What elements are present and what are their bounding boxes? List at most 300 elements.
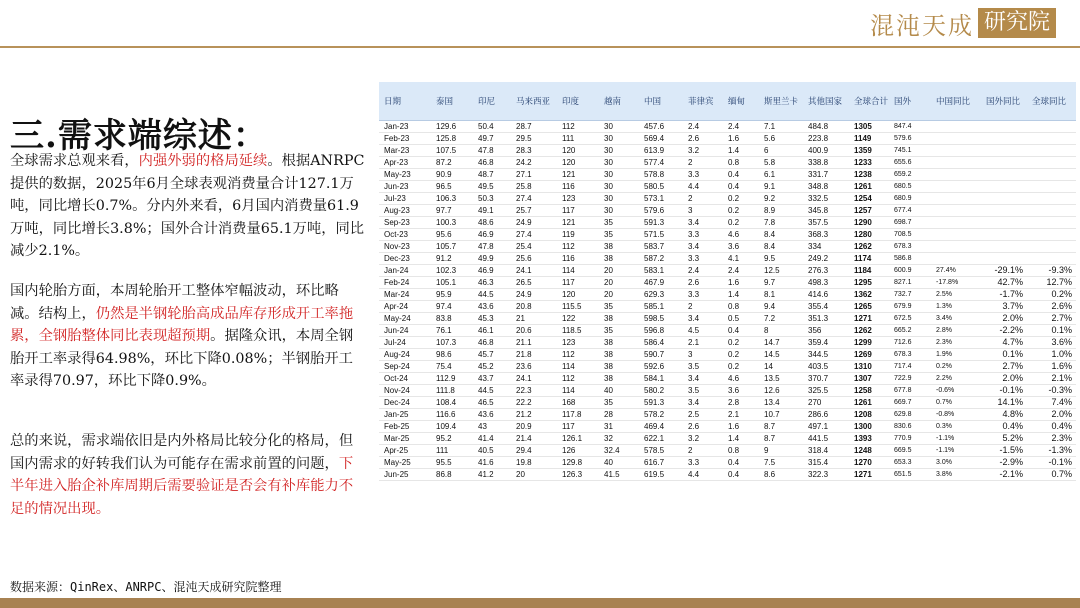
table-cell: Jan-25: [379, 408, 431, 420]
table-cell: 351.3: [803, 312, 849, 324]
table-cell: [931, 240, 981, 252]
table-cell: 49.1: [473, 204, 511, 216]
table-cell: 49.7: [473, 132, 511, 144]
table-cell: 286.6: [803, 408, 849, 420]
table-cell: 577.4: [639, 156, 683, 168]
table-cell: 24.1: [511, 264, 557, 276]
table-cell: 3.3: [683, 228, 723, 240]
table-cell: 9: [759, 444, 803, 456]
table-cell: 111: [557, 132, 599, 144]
table-cell: 8.7: [759, 420, 803, 432]
table-cell: -1.1%: [931, 432, 981, 444]
footer-bar: [0, 598, 1080, 608]
table-row: [379, 180, 1076, 192]
table-cell: 120: [557, 288, 599, 300]
table-cell: 355.4: [803, 300, 849, 312]
table-cell: 45.3: [473, 312, 511, 324]
table-cell: 332.5: [803, 192, 849, 204]
table-cell: [981, 228, 1027, 240]
table-cell: 24.2: [511, 156, 557, 168]
table-cell: 41.6: [473, 456, 511, 468]
table-cell: 35: [599, 228, 639, 240]
table-cell: 2.3%: [1027, 432, 1076, 444]
table-row: [379, 216, 1076, 228]
table-cell: 87.2: [431, 156, 473, 168]
table-cell: Sep-24: [379, 360, 431, 372]
table-row: [379, 288, 1076, 300]
table-cell: 3.3: [683, 168, 723, 180]
table-cell: 569.4: [639, 132, 683, 144]
table-row: [379, 252, 1076, 264]
table-cell: 22.2: [511, 396, 557, 408]
table-cell: Apr-23: [379, 156, 431, 168]
table-cell: 38: [599, 252, 639, 264]
table-header-row: [379, 82, 1076, 120]
table-cell: 41.2: [473, 468, 511, 480]
table-cell: 484.8: [803, 120, 849, 132]
table-cell: 20.8: [511, 300, 557, 312]
table-cell: 0.4: [723, 468, 759, 480]
table-cell: 4.4: [683, 468, 723, 480]
table-cell: 400.9: [803, 144, 849, 156]
table-row: [379, 348, 1076, 360]
table-cell: 123: [557, 192, 599, 204]
table-cell: 95.6: [431, 228, 473, 240]
table-cell: 2.3%: [931, 336, 981, 348]
table-cell: 1208: [849, 408, 889, 420]
table-cell: 344.5: [803, 348, 849, 360]
table-cell: Aug-23: [379, 204, 431, 216]
table-cell: 3.5: [683, 360, 723, 372]
table-cell: 1257: [849, 204, 889, 216]
table-cell: 3.3: [683, 252, 723, 264]
table-cell: 3.4%: [931, 312, 981, 324]
table-cell: 1.6%: [1027, 360, 1076, 372]
table-cell: [1027, 216, 1076, 228]
column-header: 中国: [639, 82, 683, 120]
table-cell: 629.8: [889, 408, 931, 420]
table-cell: Mar-24: [379, 288, 431, 300]
column-header: 中国同比: [931, 82, 981, 120]
table-cell: 114: [557, 360, 599, 372]
table-cell: 111.8: [431, 384, 473, 396]
table-cell: 21: [511, 312, 557, 324]
table-cell: 571.5: [639, 228, 683, 240]
table-cell: Aug-24: [379, 348, 431, 360]
table-cell: 0.8: [723, 300, 759, 312]
table-cell: 3.4: [683, 216, 723, 228]
table-cell: 1393: [849, 432, 889, 444]
table-cell: [931, 120, 981, 132]
table-cell: 2.6: [683, 420, 723, 432]
table-cell: 21.4: [511, 432, 557, 444]
table-cell: 41.5: [599, 468, 639, 480]
table-cell: 122: [557, 312, 599, 324]
table-cell: 3.2: [683, 144, 723, 156]
table-cell: 45.7: [473, 348, 511, 360]
table-cell: [981, 156, 1027, 168]
table-cell: 596.8: [639, 324, 683, 336]
table-cell: 680.5: [889, 180, 931, 192]
table-cell: 8.9: [759, 204, 803, 216]
table-cell: Jul-24: [379, 336, 431, 348]
table-cell: 698.7: [889, 216, 931, 228]
table-row: [379, 408, 1076, 420]
table-cell: 677.4: [889, 204, 931, 216]
table-cell: 579.6: [639, 204, 683, 216]
table-cell: 30: [599, 144, 639, 156]
table-row: [379, 324, 1076, 336]
table-row: [379, 168, 1076, 180]
table-cell: 3.6: [723, 240, 759, 252]
table-cell: 20: [599, 288, 639, 300]
table-row: [379, 384, 1076, 396]
column-header: 全球同比: [1027, 82, 1076, 120]
table-cell: 117: [557, 420, 599, 432]
table-row: [379, 204, 1076, 216]
consumption-table: [379, 82, 1076, 481]
column-header: 越南: [599, 82, 639, 120]
table-cell: 21.1: [511, 336, 557, 348]
table-row: [379, 192, 1076, 204]
table-cell: 827.1: [889, 276, 931, 288]
table-cell: 717.4: [889, 360, 931, 372]
table-cell: 95.5: [431, 456, 473, 468]
table-cell: 2.4: [723, 120, 759, 132]
table-cell: 49.9: [473, 252, 511, 264]
table-cell: 579.6: [889, 132, 931, 144]
table-cell: 356: [803, 324, 849, 336]
table-cell: Feb-23: [379, 132, 431, 144]
table-cell: 2: [683, 300, 723, 312]
table-cell: Apr-24: [379, 300, 431, 312]
table-cell: [981, 240, 1027, 252]
table-cell: 2.0%: [981, 372, 1027, 384]
table-cell: 121: [557, 168, 599, 180]
table-cell: 2: [683, 444, 723, 456]
table-cell: Oct-24: [379, 372, 431, 384]
table-cell: Mar-25: [379, 432, 431, 444]
table-row: [379, 144, 1076, 156]
table-cell: [981, 192, 1027, 204]
table-cell: 223.8: [803, 132, 849, 144]
table-cell: Feb-24: [379, 276, 431, 288]
table-cell: -1.7%: [981, 288, 1027, 300]
table-cell: 1362: [849, 288, 889, 300]
table-cell: 0.4%: [1027, 420, 1076, 432]
table-cell: 30: [599, 168, 639, 180]
table-cell: 1233: [849, 156, 889, 168]
table-cell: Dec-23: [379, 252, 431, 264]
table-cell: 2.5: [683, 408, 723, 420]
table-cell: 47.8: [473, 240, 511, 252]
table-row: [379, 132, 1076, 144]
header-divider: [0, 46, 1080, 48]
table-cell: 116.6: [431, 408, 473, 420]
table-cell: 7.2: [759, 312, 803, 324]
table-cell: Jul-23: [379, 192, 431, 204]
table-cell: Sep-23: [379, 216, 431, 228]
logo-box: 研究院: [978, 8, 1056, 38]
table-cell: 97.4: [431, 300, 473, 312]
table-cell: 2.4: [683, 264, 723, 276]
table-cell: [1027, 168, 1076, 180]
table-cell: 653.3: [889, 456, 931, 468]
table-cell: 0.5: [723, 312, 759, 324]
table-cell: 732.7: [889, 288, 931, 300]
column-header: 缅甸: [723, 82, 759, 120]
table-cell: 0.8: [723, 156, 759, 168]
table-cell: -0.6%: [931, 384, 981, 396]
table-cell: 8.1: [759, 288, 803, 300]
table-cell: 0.7%: [1027, 468, 1076, 480]
table-cell: [1027, 204, 1076, 216]
table-cell: 1261: [849, 180, 889, 192]
table-cell: 27.4: [511, 228, 557, 240]
table-cell: 680.9: [889, 192, 931, 204]
table-cell: 659.2: [889, 168, 931, 180]
table-cell: 708.5: [889, 228, 931, 240]
table-cell: 669.5: [889, 444, 931, 456]
table-cell: 1238: [849, 168, 889, 180]
table-cell: 40.5: [473, 444, 511, 456]
table-cell: 338.8: [803, 156, 849, 168]
table-cell: 107.3: [431, 336, 473, 348]
table-cell: 270: [803, 396, 849, 408]
table-cell: 2.6%: [1027, 300, 1076, 312]
table-cell: 4.5: [683, 324, 723, 336]
table-cell: 1290: [849, 216, 889, 228]
table-cell: 46.3: [473, 276, 511, 288]
table-cell: 7.4%: [1027, 396, 1076, 408]
table-cell: 348.8: [803, 180, 849, 192]
table-cell: 38: [599, 372, 639, 384]
table-cell: 32: [599, 432, 639, 444]
table-cell: 48.6: [473, 216, 511, 228]
table-cell: 1258: [849, 384, 889, 396]
table-cell: 678.3: [889, 348, 931, 360]
table-cell: 35: [599, 396, 639, 408]
table-cell: 30: [599, 180, 639, 192]
table-cell: 1.6: [723, 420, 759, 432]
table-cell: 9.1: [759, 180, 803, 192]
table-cell: 0.2: [723, 348, 759, 360]
table-cell: 3.4: [683, 372, 723, 384]
table-cell: 1262: [849, 240, 889, 252]
table-cell: [981, 168, 1027, 180]
table-cell: 20.6: [511, 324, 557, 336]
table-cell: 1.4: [723, 432, 759, 444]
table-cell: 115.5: [557, 300, 599, 312]
table-cell: 8.7: [759, 432, 803, 444]
table-cell: 8.4: [759, 240, 803, 252]
table-cell: 14.7: [759, 336, 803, 348]
table-cell: 847.4: [889, 120, 931, 132]
table-cell: 114: [557, 384, 599, 396]
table-cell: [1027, 156, 1076, 168]
table-cell: 14.5: [759, 348, 803, 360]
table-cell: 114: [557, 264, 599, 276]
table-cell: 1359: [849, 144, 889, 156]
table-cell: [1027, 240, 1076, 252]
table-cell: 12.6: [759, 384, 803, 396]
table-cell: 722.9: [889, 372, 931, 384]
highlight-text: 仍然是半钢轮胎高成品库存形成开工率拖累，全钢胎整体同比表现超预期: [10, 305, 354, 344]
table-cell: [931, 192, 981, 204]
table-cell: 1184: [849, 264, 889, 276]
table-cell: 469.4: [639, 420, 683, 432]
table-cell: 91.2: [431, 252, 473, 264]
table-cell: 38: [599, 348, 639, 360]
table-cell: 20: [599, 264, 639, 276]
table-cell: 591.3: [639, 396, 683, 408]
table-cell: 2.4: [683, 120, 723, 132]
table-cell: 578.2: [639, 408, 683, 420]
table-cell: 325.5: [803, 384, 849, 396]
table-cell: [981, 144, 1027, 156]
table-cell: 1295: [849, 276, 889, 288]
table-cell: -0.3%: [1027, 384, 1076, 396]
table-cell: 24.9: [511, 288, 557, 300]
paragraph-summary: [10, 430, 366, 520]
table-cell: 1.9%: [931, 348, 981, 360]
table-cell: 6: [759, 144, 803, 156]
table-cell: [931, 168, 981, 180]
table-cell: -17.8%: [931, 276, 981, 288]
table-cell: 46.5: [473, 396, 511, 408]
table-cell: 586.4: [639, 336, 683, 348]
table-cell: 0.2: [723, 204, 759, 216]
table-cell: 0.8: [723, 444, 759, 456]
table-row: [379, 420, 1076, 432]
table-cell: 276.3: [803, 264, 849, 276]
table-cell: Jun-25: [379, 468, 431, 480]
table-cell: 102.3: [431, 264, 473, 276]
table-cell: 0.3%: [931, 420, 981, 432]
table-cell: [1027, 144, 1076, 156]
table-cell: 46.9: [473, 228, 511, 240]
table-cell: 0.2: [723, 336, 759, 348]
table-cell: 403.5: [803, 360, 849, 372]
table-cell: [931, 132, 981, 144]
table-cell: 598.5: [639, 312, 683, 324]
table-cell: 168: [557, 396, 599, 408]
table-cell: 29.4: [511, 444, 557, 456]
table-cell: 7.8: [759, 216, 803, 228]
table-cell: 3.4: [683, 240, 723, 252]
table-cell: 357.5: [803, 216, 849, 228]
table-cell: 1310: [849, 360, 889, 372]
table-cell: 112: [557, 348, 599, 360]
table-row: [379, 456, 1076, 468]
table-cell: 96.5: [431, 180, 473, 192]
logo-text: 混沌天成: [869, 11, 974, 40]
table-cell: 2.8%: [931, 324, 981, 336]
table-cell: -29.1%: [981, 264, 1027, 276]
table-cell: -0.1%: [981, 384, 1027, 396]
table-cell: 0.1%: [1027, 324, 1076, 336]
table-cell: 2.1%: [1027, 372, 1076, 384]
table-cell: 3.5: [683, 384, 723, 396]
table-cell: 3.3: [683, 288, 723, 300]
table-cell: 1.6: [723, 132, 759, 144]
logo: [870, 8, 1056, 38]
table-cell: 117: [557, 204, 599, 216]
table-cell: May-23: [379, 168, 431, 180]
table-cell: 770.9: [889, 432, 931, 444]
table-cell: 2.0%: [981, 312, 1027, 324]
table-cell: 583.1: [639, 264, 683, 276]
table-cell: -2.2%: [981, 324, 1027, 336]
table-cell: 118.5: [557, 324, 599, 336]
table-cell: 4.6: [723, 372, 759, 384]
table-cell: [931, 144, 981, 156]
table-cell: 1299: [849, 336, 889, 348]
table-cell: 13.4: [759, 396, 803, 408]
table-cell: 76.1: [431, 324, 473, 336]
table-cell: 28.3: [511, 144, 557, 156]
table-cell: 43.7: [473, 372, 511, 384]
body-text: 全球需求总观来看，: [10, 153, 139, 169]
table-cell: 46.9: [473, 264, 511, 276]
table-cell: 1271: [849, 312, 889, 324]
table-cell: 1.4: [723, 144, 759, 156]
table-cell: 109.4: [431, 420, 473, 432]
table-cell: 38: [599, 312, 639, 324]
table-row: [379, 360, 1076, 372]
table-cell: 112: [557, 240, 599, 252]
table-cell: 0.2: [723, 216, 759, 228]
body-text: 。根据ANRPC提供的数据，2025年6月全球表观消费量合计127.1万吨，同比增长0.7%。分内外来看，6月国内消费量61.9万吨，同比增长3.8%；国外合计消费量65.1万吨，同比减少2.1%。: [10, 153, 365, 259]
table-cell: -0.8%: [931, 408, 981, 420]
table-row: [379, 120, 1076, 132]
highlight-text: 内强外弱的格局延续: [138, 153, 268, 169]
table-cell: 8: [759, 324, 803, 336]
table-cell: 629.3: [639, 288, 683, 300]
table-cell: [1027, 120, 1076, 132]
table-cell: 126.3: [557, 468, 599, 480]
column-header: 菲律宾: [683, 82, 723, 120]
table-cell: 12.7%: [1027, 276, 1076, 288]
table-cell: 580.5: [639, 180, 683, 192]
table-cell: 2.6: [683, 276, 723, 288]
table-cell: 0.4: [723, 168, 759, 180]
table-cell: 5.6: [759, 132, 803, 144]
table-cell: 578.5: [639, 444, 683, 456]
column-header: 印尼: [473, 82, 511, 120]
table-cell: [981, 120, 1027, 132]
table-cell: 98.6: [431, 348, 473, 360]
table-cell: Jan-24: [379, 264, 431, 276]
table-cell: 30: [599, 204, 639, 216]
column-header: 马来西亚: [511, 82, 557, 120]
table-row: [379, 228, 1076, 240]
table-cell: 30: [599, 192, 639, 204]
table-cell: Jan-23: [379, 120, 431, 132]
table-cell: 106.3: [431, 192, 473, 204]
table-row: [379, 336, 1076, 348]
table-cell: 86.8: [431, 468, 473, 480]
table-cell: 586.8: [889, 252, 931, 264]
table-cell: 467.9: [639, 276, 683, 288]
table-cell: 3.6: [723, 384, 759, 396]
table-cell: 105.7: [431, 240, 473, 252]
highlight-text: 下半年进入胎企补库周期后需要验证是否会有补库能力不足的情况出现。: [10, 455, 354, 517]
table-cell: 25.4: [511, 240, 557, 252]
table-cell: May-25: [379, 456, 431, 468]
table-cell: 25.8: [511, 180, 557, 192]
table-cell: 123: [557, 336, 599, 348]
